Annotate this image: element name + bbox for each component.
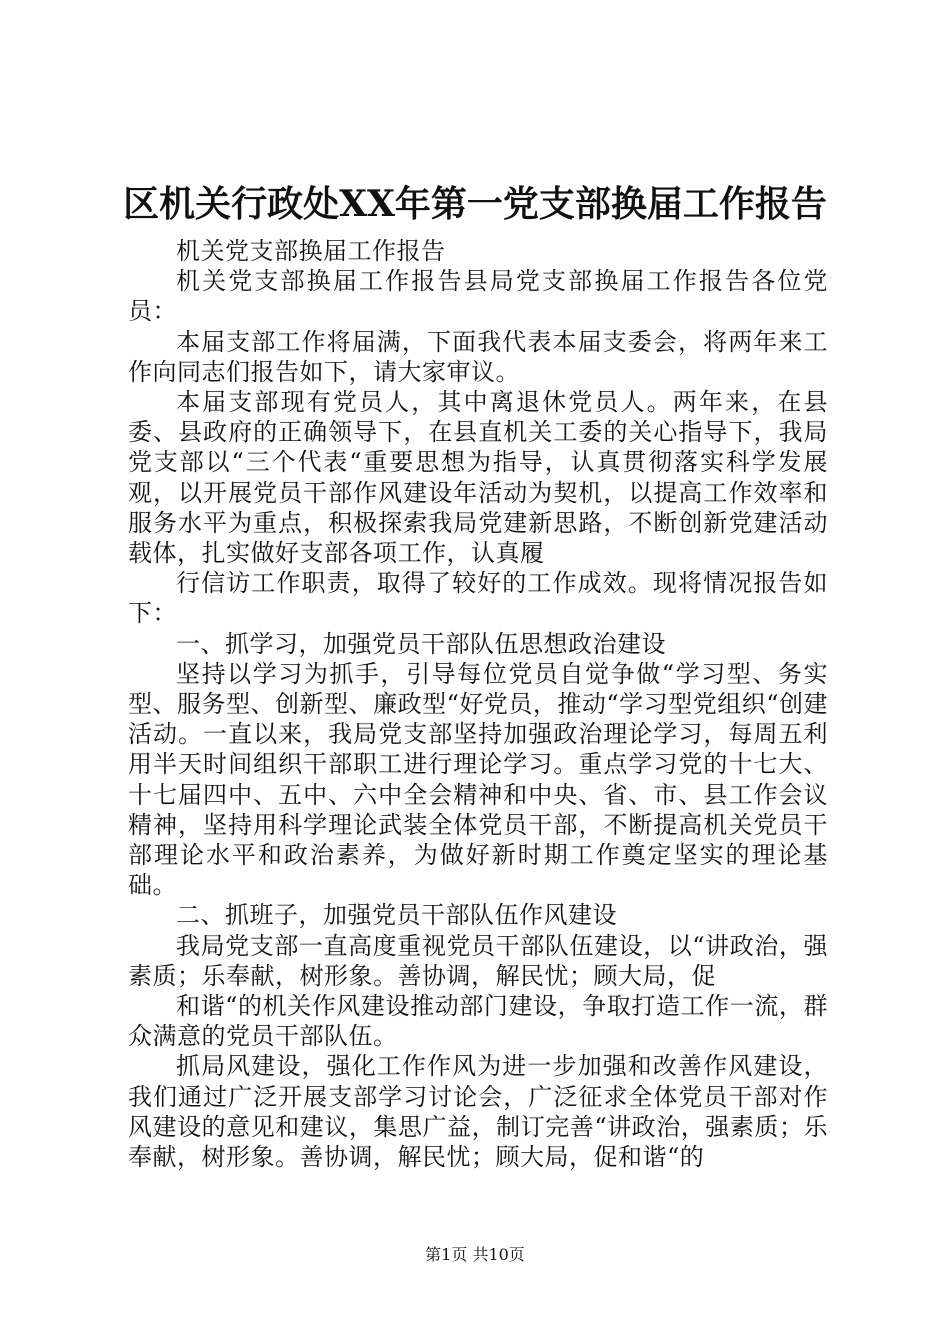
paragraph-1: 机关党支部换届工作报告 — [176, 237, 446, 265]
paragraph-10: 和谐“的机关作风建设推动部门建设，争取打造工作一流，群众满意的党员干部队伍。 — [128, 992, 828, 1051]
page-number-footer: 第1页 共10页 — [425, 1245, 525, 1264]
paragraph-3: 本届支部工作将届满，下面我代表本届支委会，将两年来工作向同志们报告如下，请大家审议。 — [128, 327, 828, 386]
paragraph-11: 抓局风建设，强化工作作风为进一步加强和改善作风建设，我们通过广泛开展支部学习讨论会，广泛征求全体党员干部对作风建设的意见和建议，集思广益，制订完善“讲政治，强素质；乐奉献，树形象。善协调，解民忧；顾大局，促和谐“的 — [128, 1052, 828, 1172]
paragraph-5: 行信访工作职责，取得了较好的工作成效。现将情况报告如下： — [128, 569, 828, 628]
paragraph-7: 坚持以学习为抓手，引导每位党员自觉争做“学习型、务实型、服务型、创新型、廉政型“好党员，推动“学习型党组织“创建活动。一直以来，我局党支部坚持加强政治理论学习，每周五利用半天时间组织干部职工进行理论学习。重点学习党的十七大、十七届四中、五中、六中全会精神和中央、省、市、县工作会议精神，坚持用科学理论武装全体党员干部，不断提高机关党员干部理论水平和政治素养，为做好新时期工作奠定坚实的理论基础。 — [128, 659, 828, 900]
paragraph-4: 本届支部现有党员人，其中离退休党员人。两年来，在县委、县政府的正确领导下，在县直机关工委的关心指导下，我局党支部以“三个代表“重要思想为指导，认真贯彻落实科学发展观，以开展党员干部作风建设年活动为契机，以提高工作效率和服务水平为重点，积极探索我局党建新思路，不断创新党建活动载体，扎实做好支部各项工作，认真履 — [128, 388, 828, 568]
paragraph-9: 我局党支部一直高度重视党员干部队伍建设，以“讲政治，强素质；乐奉献，树形象。善协调，解民忧；顾大局，促 — [128, 931, 828, 990]
document-body — [128, 236, 828, 1172]
document-title: 区机关行政处XX年第一党支部换届工作报告 — [123, 183, 827, 225]
section-heading-1: 一、抓学习，加强党员干部队伍思想政治建设 — [176, 629, 666, 658]
paragraph-2: 机关党支部换届工作报告县局党支部换届工作报告各位党员： — [128, 267, 828, 326]
section-heading-2: 二、抓班子，加强党员干部队伍作风建设 — [176, 901, 617, 930]
